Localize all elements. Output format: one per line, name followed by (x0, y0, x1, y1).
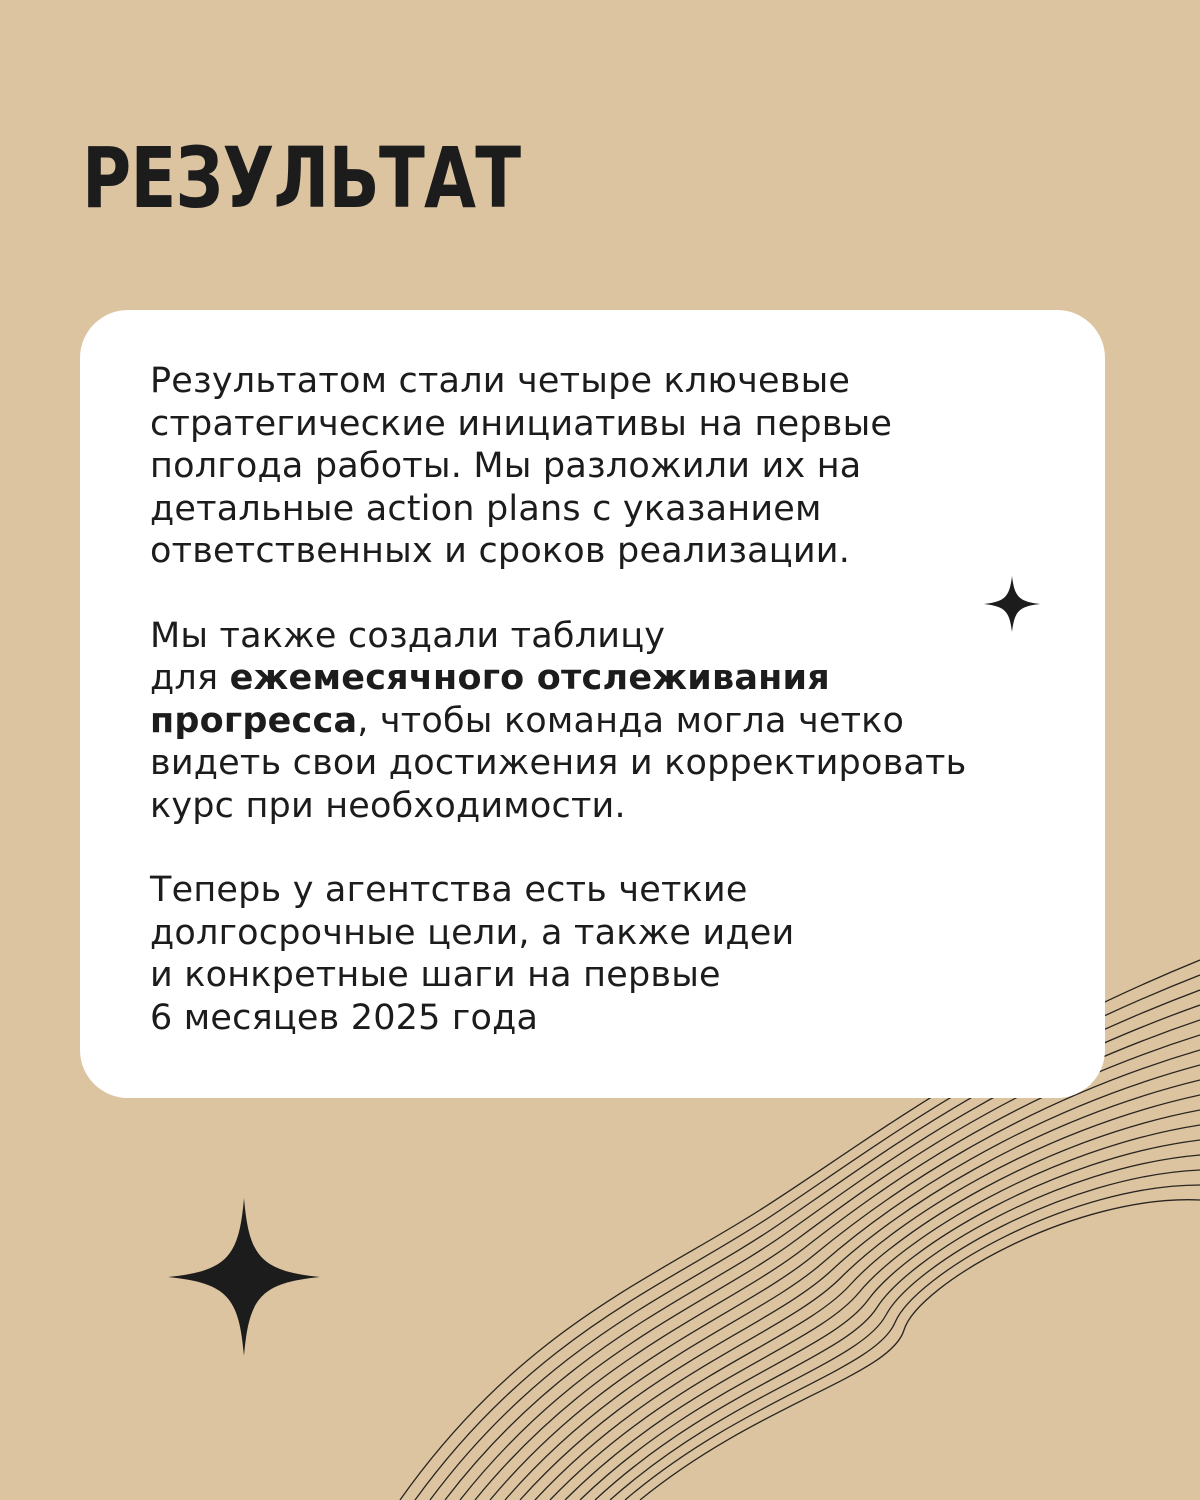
paragraph-tracking-start: Мы также создали таблицу для (150, 615, 666, 698)
wave-line (580, 1140, 1200, 1500)
paragraph-goals: Теперь у агентства есть четкие долгосрочные цели, а также идеи и конкретные шаги на первые 6 месяцев 2025 года (150, 870, 795, 1038)
card-text (150, 360, 1090, 1081)
wave-line (475, 1035, 1200, 1500)
paragraph-tracking-end: , чтобы команда могла четко видеть свои достижения и корректировать курс при необходимости. (150, 700, 967, 826)
paragraph-tracking-highlight: ежемесячного отслеживания прогресса (150, 658, 830, 741)
wave-line (490, 1050, 1200, 1500)
wave-line (595, 1155, 1200, 1500)
wave-line (565, 1125, 1200, 1500)
paragraph-results: Результатом стали четыре ключевые стратегические инициативы на первые полгода работы. Мы разложили их на детальные action plans с указанием ответственных и сроков реализации. (150, 361, 893, 571)
page-title: РЕЗУЛЬТАТ (82, 129, 521, 227)
wave-line (610, 1170, 1200, 1500)
four-point-star-icon (168, 1198, 320, 1356)
paragraph-tracking (150, 615, 1090, 828)
content-card (80, 310, 1105, 1098)
four-point-star-icon (984, 576, 1040, 632)
